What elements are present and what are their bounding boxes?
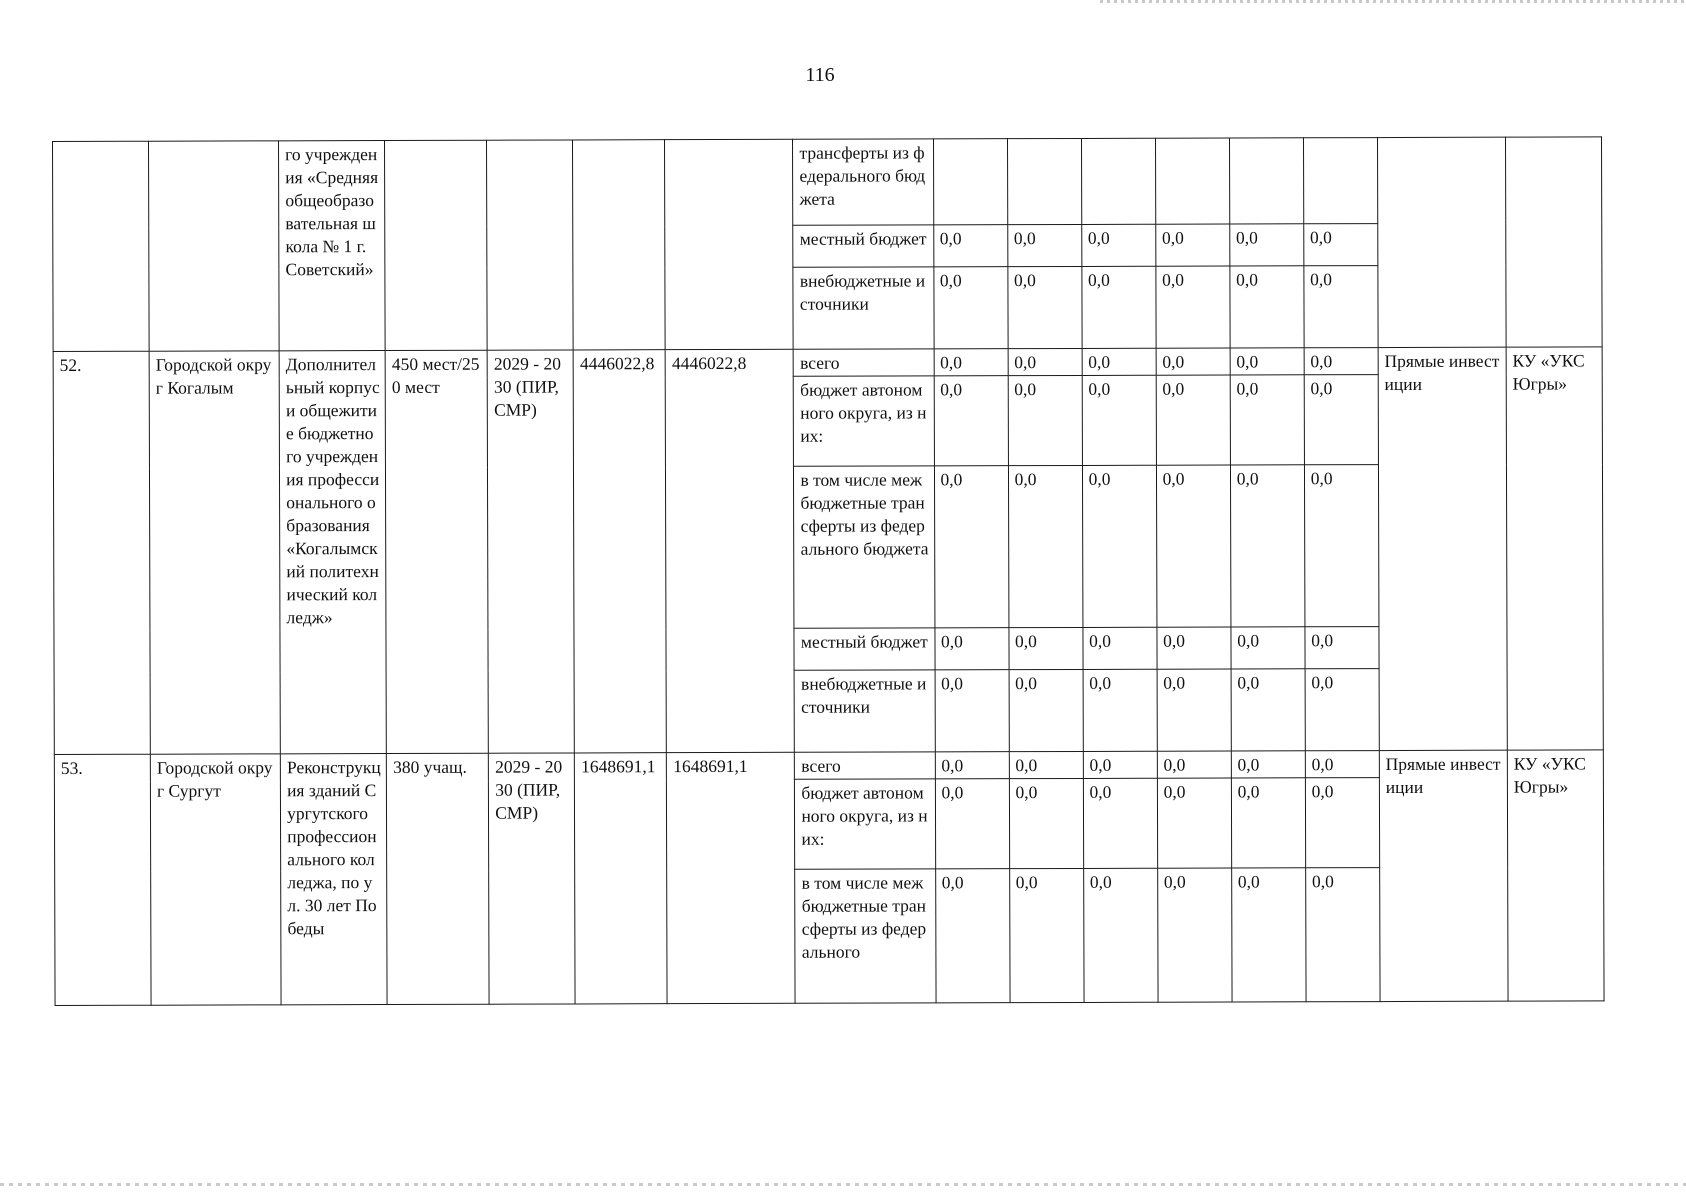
mechanism-cell: Прямые инвестиции (1379, 750, 1508, 1001)
source-label: всего (794, 349, 934, 376)
value-cell: 0,0 (1305, 778, 1379, 868)
customer-cell (1505, 137, 1602, 347)
value-cell: 0,0 (1231, 778, 1305, 868)
municipality-cell (149, 141, 280, 351)
value-cell: 0,0 (1304, 375, 1378, 465)
value-cell: 0,0 (1007, 266, 1081, 348)
value-cell: 0,0 (1156, 348, 1230, 375)
value-cell: 0,0 (1230, 348, 1304, 375)
value-cell: 0,0 (1156, 375, 1230, 465)
capacity-cell: 450 мест/250 мест (385, 350, 488, 753)
table-row (53, 137, 1602, 228)
value-cell: 0,0 (935, 869, 1009, 1003)
mechanism-cell: Прямые инвестиции (1378, 347, 1507, 750)
source-label: в том числе межбюджетные трансферты из федерального бюджета (794, 466, 935, 628)
capacity-cell (385, 140, 488, 350)
source-label: внебюджетные источники (793, 267, 933, 349)
value-cell: 0,0 (1303, 224, 1377, 266)
value-cell (1155, 138, 1229, 224)
period-cell (487, 140, 574, 350)
source-label: местный бюджет (793, 225, 933, 267)
value-cell: 0,0 (1155, 224, 1229, 266)
cost-cell (573, 140, 666, 350)
value-cell: 0,0 (1304, 266, 1378, 348)
source-label: бюджет автономного округа, из них: (795, 779, 935, 869)
value-cell: 0,0 (1157, 751, 1231, 778)
value-cell: 0,0 (1083, 868, 1157, 1002)
source-label: трансферты из федерального бюджета (793, 139, 933, 225)
value-cell: 0,0 (1008, 465, 1083, 627)
value-cell: 0,0 (1082, 375, 1156, 465)
value-cell: 0,0 (1157, 778, 1231, 868)
num-cell (53, 141, 150, 351)
scan-edge-bottom (0, 1183, 1686, 1186)
capacity-cell: 380 учащ. (387, 753, 490, 1004)
value-cell: 0,0 (1231, 751, 1305, 778)
value-cell: 0,0 (1304, 465, 1379, 627)
value-cell: 0,0 (1230, 465, 1305, 627)
value-cell: 0,0 (1081, 266, 1155, 348)
cost-total-cell: 1648691,1 (667, 752, 796, 1003)
period-cell: 2029 - 2030 (ПИР, СМР) (489, 753, 576, 1004)
value-cell: 0,0 (934, 466, 1009, 628)
value-cell: 0,0 (1305, 868, 1379, 1002)
value-cell: 0,0 (1157, 627, 1231, 669)
value-cell: 0,0 (1009, 778, 1083, 868)
value-cell: 0,0 (1082, 465, 1157, 627)
page-number: 116 (805, 64, 835, 86)
investment-table (52, 136, 1605, 1006)
value-cell: 0,0 (1231, 669, 1305, 751)
cost-cell: 4446022,8 (573, 350, 666, 753)
value-cell: 0,0 (1157, 868, 1231, 1002)
cost-cell: 1648691,1 (575, 753, 668, 1004)
value-cell: 0,0 (1083, 751, 1157, 778)
source-label: внебюджетные источники (794, 670, 934, 752)
value-cell: 0,0 (1083, 627, 1157, 669)
scan-edge-top (1100, 0, 1686, 3)
value-cell (1007, 138, 1081, 224)
source-label: местный бюджет (794, 628, 934, 670)
value-cell: 0,0 (1157, 669, 1231, 751)
value-cell: 0,0 (933, 225, 1007, 267)
cost-total-cell (665, 139, 794, 349)
value-cell: 0,0 (1305, 627, 1379, 669)
value-cell: 0,0 (1007, 224, 1081, 266)
value-cell: 0,0 (1231, 868, 1305, 1002)
value-cell: 0,0 (1082, 348, 1156, 375)
value-cell: 0,0 (934, 628, 1008, 670)
value-cell: 0,0 (933, 267, 1007, 349)
value-cell (933, 139, 1007, 225)
value-cell: 0,0 (1229, 224, 1303, 266)
value-cell: 0,0 (1230, 375, 1304, 465)
source-label: в том числе межбюджетные трансферты из федерального (795, 869, 935, 1003)
cost-total-cell: 4446022,8 (665, 349, 794, 752)
value-cell: 0,0 (1230, 266, 1304, 348)
value-cell (1229, 138, 1303, 224)
source-label: всего (795, 752, 935, 779)
value-cell: 0,0 (1009, 669, 1083, 751)
customer-cell: КУ «УКС Югры» (1506, 347, 1603, 750)
value-cell: 0,0 (935, 752, 1009, 779)
period-cell: 2029 - 2030 (ПИР, СМР) (487, 350, 574, 753)
value-cell: 0,0 (1083, 669, 1157, 751)
value-cell: 0,0 (1305, 751, 1379, 778)
value-cell: 0,0 (1156, 266, 1230, 348)
value-cell: 0,0 (1305, 669, 1379, 751)
mechanism-cell (1377, 137, 1506, 347)
value-cell: 0,0 (935, 779, 1009, 869)
value-cell: 0,0 (935, 670, 1009, 752)
value-cell: 0,0 (934, 349, 1008, 376)
object-name-cell: го учреждения «Средняя общеобразовательная школа № 1 г. Советский» (279, 141, 386, 351)
value-cell (1081, 138, 1155, 224)
customer-cell: КУ «УКС Югры» (1507, 750, 1604, 1001)
object-name-cell: Дополнительный корпус и общежитие бюджетного учреждения профессионального образования «Когалымский политехнический колледж» (279, 351, 386, 754)
value-cell: 0,0 (1083, 778, 1157, 868)
value-cell: 0,0 (1304, 348, 1378, 375)
num-cell: 53. (54, 754, 151, 1005)
value-cell: 0,0 (1009, 868, 1083, 1002)
num-cell: 52. (53, 351, 150, 754)
municipality-cell: Городской округ Сургут (150, 754, 281, 1005)
value-cell: 0,0 (1009, 751, 1083, 778)
value-cell: 0,0 (1231, 627, 1305, 669)
value-cell: 0,0 (934, 376, 1008, 466)
municipality-cell: Городской округ Когалым (149, 351, 280, 754)
object-name-cell: Реконструкция зданий Сургутского профессионального колледжа, по ул. 30 лет Победы (280, 754, 387, 1005)
value-cell: 0,0 (1008, 627, 1082, 669)
value-cell (1303, 138, 1377, 224)
value-cell: 0,0 (1008, 375, 1082, 465)
value-cell: 0,0 (1156, 465, 1231, 627)
source-label: бюджет автономного округа, из них: (794, 376, 934, 466)
value-cell: 0,0 (1081, 224, 1155, 266)
value-cell: 0,0 (1008, 348, 1082, 375)
